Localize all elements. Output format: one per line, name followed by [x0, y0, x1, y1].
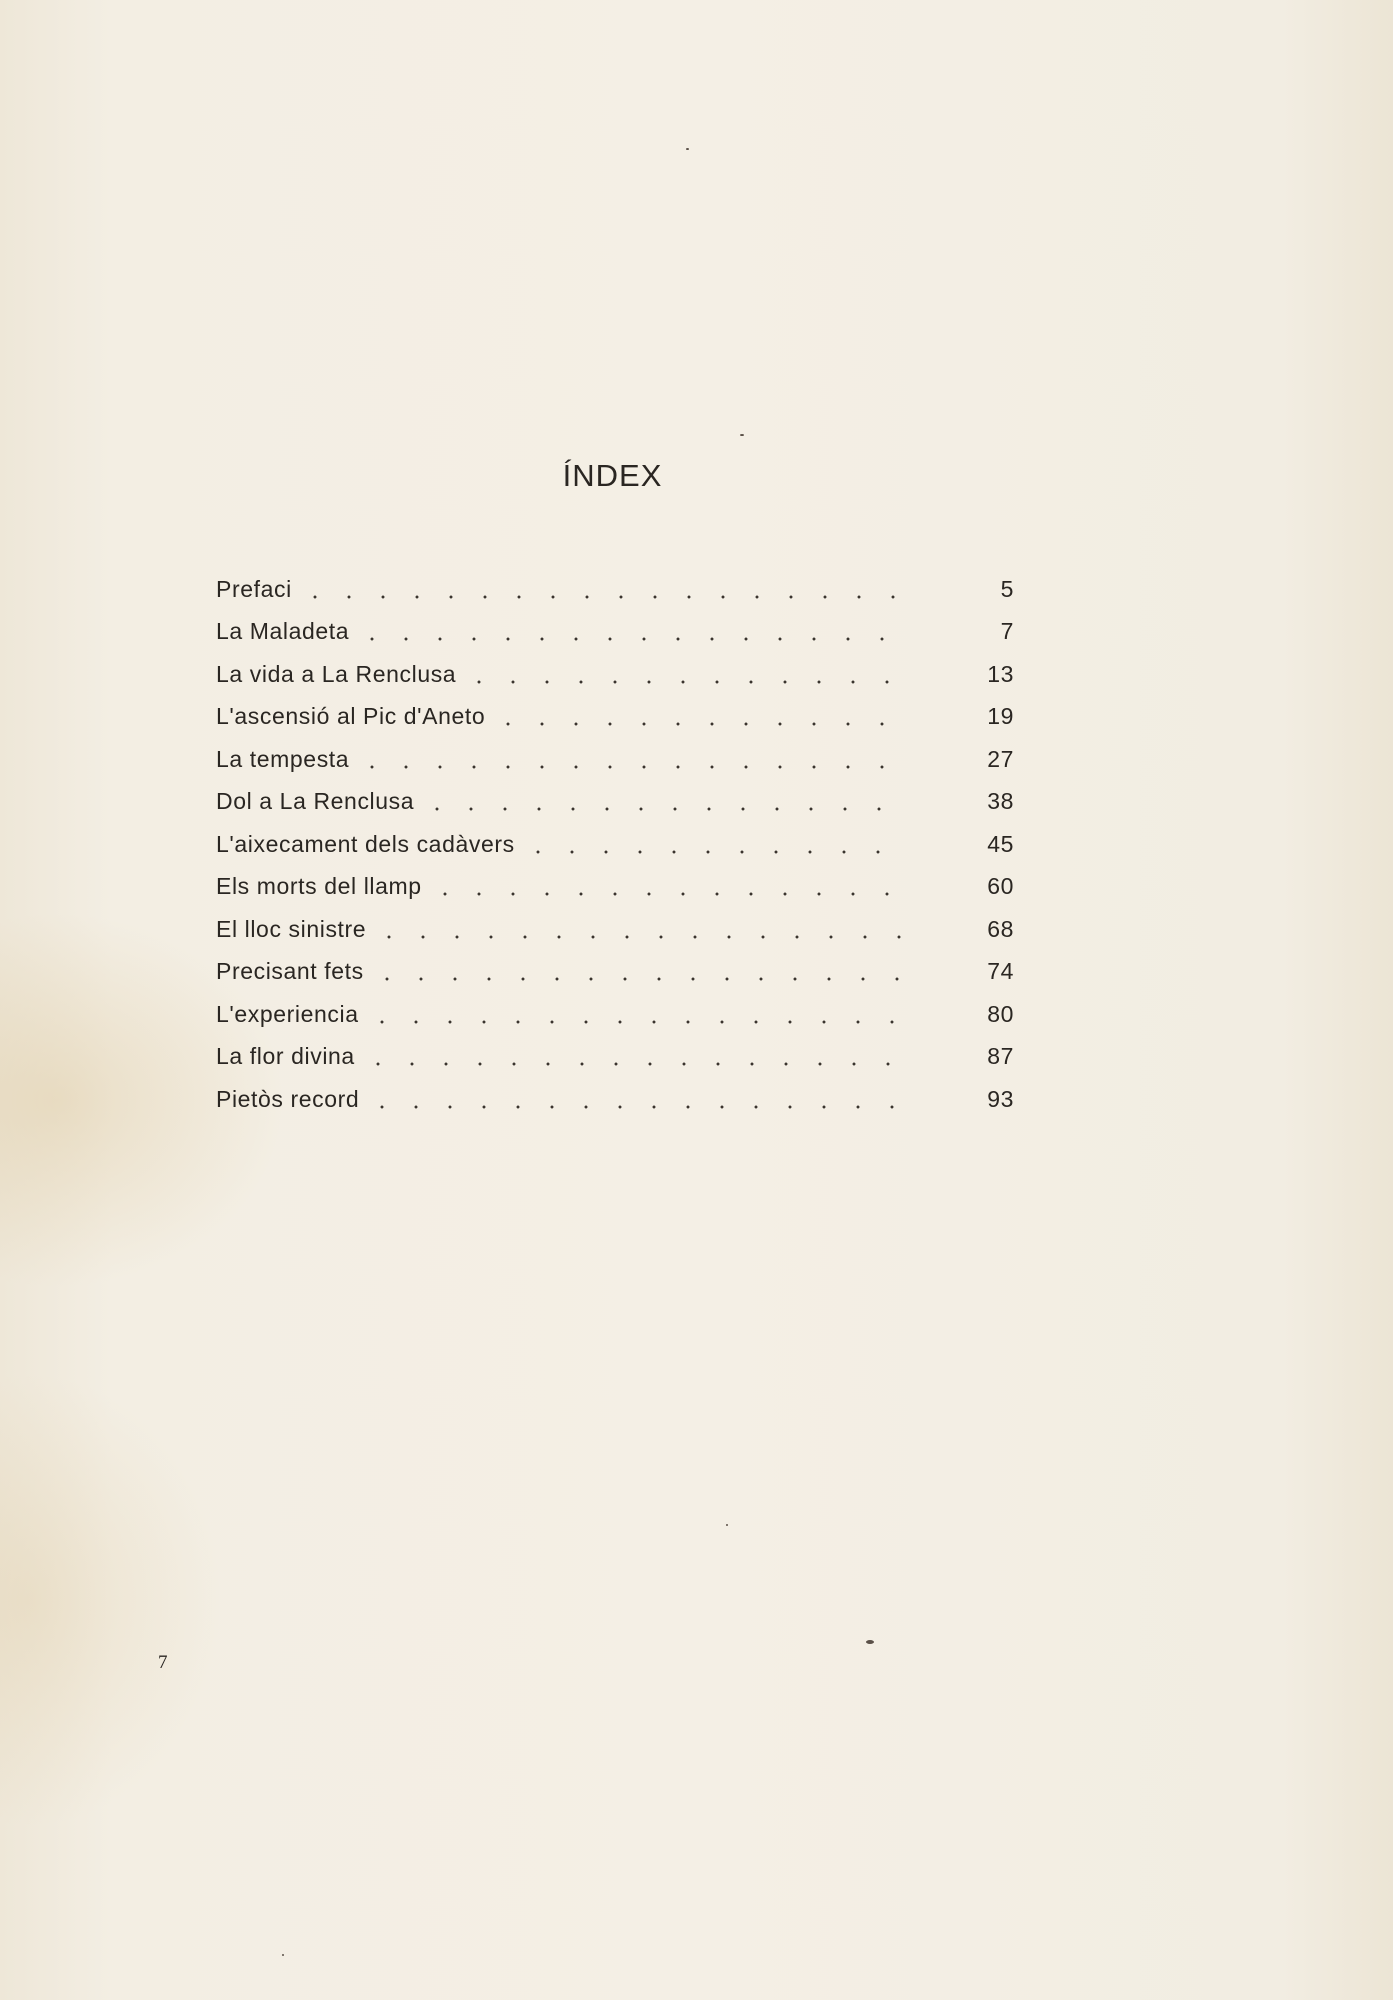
dot-leader	[420, 807, 910, 811]
toc-entry-title: La tempesta	[216, 745, 350, 772]
toc-entry-title: La vida a La Renclusa	[216, 660, 457, 687]
toc-entry	[216, 611, 1014, 654]
dot-leader	[365, 1020, 910, 1024]
paper-speck	[866, 1640, 874, 1644]
toc-entry	[216, 738, 1014, 781]
dot-leader	[355, 637, 910, 641]
dot-leader	[365, 1105, 910, 1109]
toc-entry-title: L'ascensió al Pic d'Aneto	[216, 703, 486, 730]
toc-entry-title: L'experiencia	[216, 1000, 359, 1027]
toc-entry-title: Pietòs record	[216, 1085, 360, 1112]
toc-entry-page: 45	[987, 830, 1014, 857]
paper-speck	[726, 1524, 728, 1526]
toc-entry	[216, 696, 1014, 739]
dot-leader	[521, 850, 910, 854]
dot-leader	[462, 680, 910, 684]
page-title: ÍNDEX	[562, 458, 663, 493]
toc-entry	[216, 908, 1014, 951]
dot-leader	[491, 722, 910, 726]
paper-speck	[686, 148, 689, 150]
toc-entry-title: La flor divina	[216, 1043, 355, 1070]
toc-entry-title: Prefaci	[216, 575, 292, 602]
toc-entry	[216, 1078, 1014, 1121]
dot-leader	[428, 892, 910, 896]
toc-entry	[216, 781, 1014, 824]
page-number: 7	[158, 1652, 168, 1673]
paper-speck	[740, 434, 744, 436]
toc-entry	[216, 866, 1014, 909]
toc-entry-title: L'aixecament dels cadàvers	[216, 830, 515, 857]
toc-entry-page: 19	[987, 703, 1014, 730]
dot-leader	[370, 977, 910, 981]
paper-speck	[282, 1954, 284, 1956]
toc-entry	[216, 823, 1014, 866]
toc-entry-page: 5	[1000, 575, 1014, 602]
dot-leader	[355, 765, 910, 769]
toc-entry-page: 7	[1000, 618, 1014, 645]
toc-entry-title: Els morts del llamp	[216, 873, 422, 900]
toc-entry	[216, 653, 1014, 696]
toc-entry-page: 80	[987, 1000, 1014, 1027]
toc-entry-title: La Maladeta	[216, 618, 350, 645]
dot-leader	[298, 595, 910, 599]
toc-entry-title: El lloc sinistre	[216, 915, 367, 942]
toc-entry-page: 87	[987, 1043, 1014, 1070]
table-of-contents	[216, 568, 1014, 1121]
toc-entry-page: 13	[987, 660, 1014, 687]
toc-entry	[216, 993, 1014, 1036]
toc-entry-page: 93	[987, 1085, 1014, 1112]
toc-entry-title: Precisant fets	[216, 958, 364, 985]
toc-entry	[216, 568, 1014, 611]
toc-entry-page: 74	[987, 958, 1014, 985]
toc-entry-title: Dol a La Renclusa	[216, 788, 415, 815]
toc-entry-page: 27	[987, 745, 1014, 772]
toc-entry	[216, 951, 1014, 994]
toc-entry-page: 68	[987, 915, 1014, 942]
dot-leader	[372, 935, 910, 939]
dot-leader	[361, 1062, 910, 1066]
toc-entry-page: 38	[987, 788, 1014, 815]
toc-entry-page: 60	[987, 873, 1014, 900]
toc-entry	[216, 1036, 1014, 1079]
